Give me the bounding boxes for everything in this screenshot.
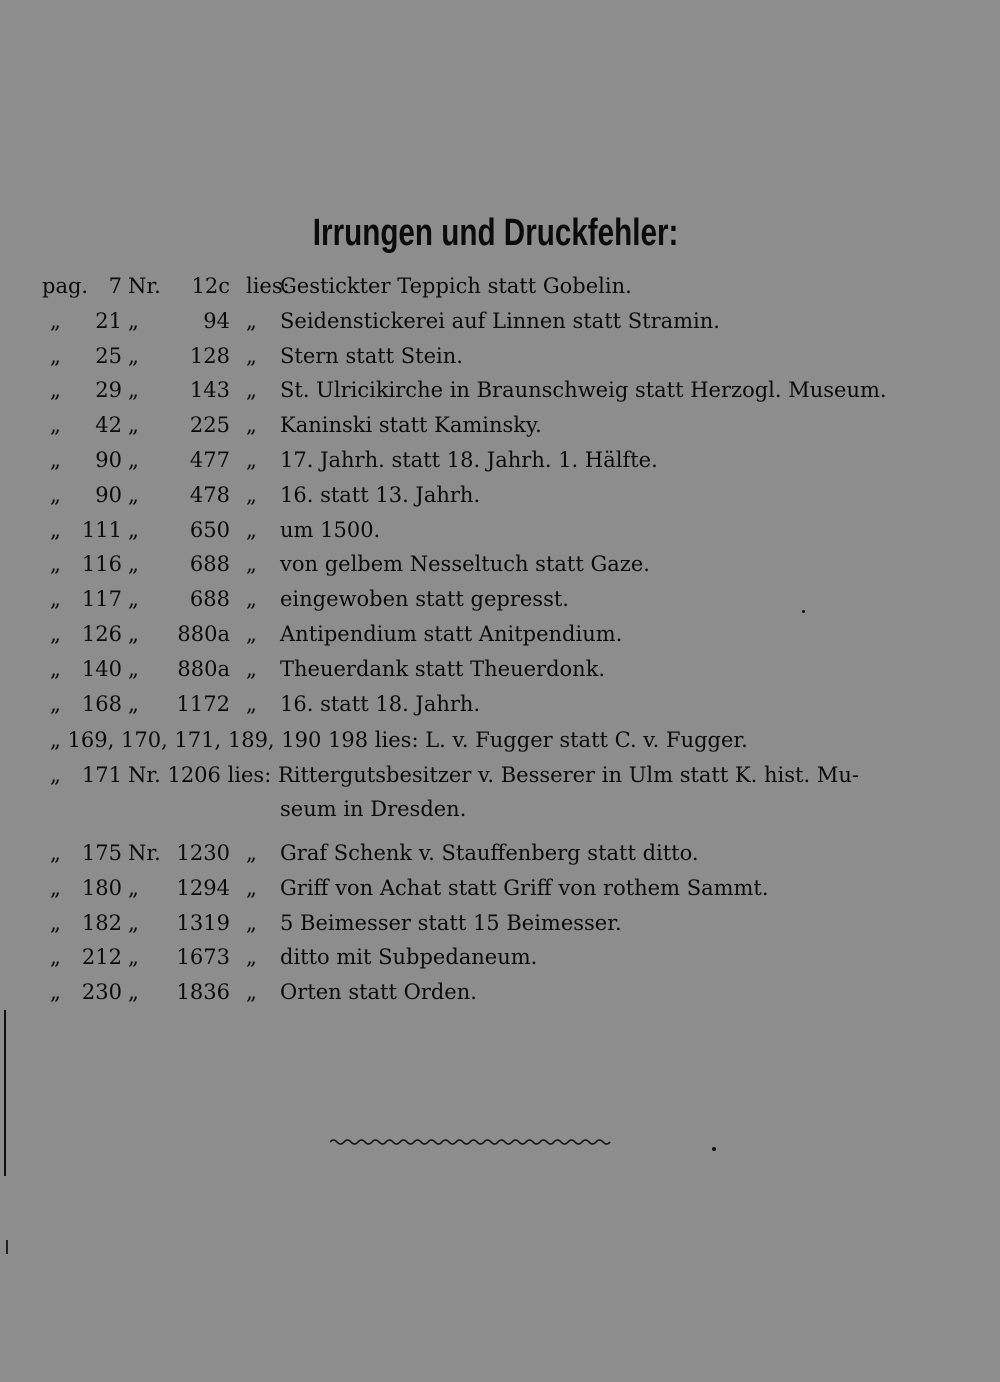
errata-row	[0, 692, 1000, 726]
ditto-mark: „	[246, 980, 257, 1005]
ditto-mark: „	[50, 517, 61, 542]
ditto-mark: „	[246, 910, 257, 935]
correction-text: 5 Beimesser statt 15 Beimesser.	[280, 910, 622, 935]
item-number: 688	[189, 552, 230, 577]
errata-row	[0, 876, 1000, 910]
item-number: 477	[189, 448, 230, 472]
errata-row	[0, 552, 1000, 586]
speck	[712, 1147, 716, 1151]
errata-row-169	[0, 728, 1000, 762]
wavy-divider	[330, 1138, 612, 1146]
ditto-mark: „	[50, 308, 61, 333]
item-number: 880a	[177, 622, 230, 646]
ditto-mark: „	[50, 945, 61, 970]
ditto-mark: „	[50, 875, 61, 900]
ditto-mark: „	[128, 482, 139, 507]
item-number: 478	[189, 482, 230, 507]
correction-text: 16. statt 18. Jahrh.	[280, 691, 481, 716]
item-number: 12c	[191, 274, 230, 298]
ditto-mark: „	[50, 552, 61, 577]
item-number: 1230	[176, 841, 230, 865]
ditto-mark: „	[128, 343, 139, 368]
item-number: 1319	[176, 910, 230, 935]
page-number: 175	[81, 841, 122, 865]
ditto-mark: „	[128, 945, 139, 970]
page-number: 117	[81, 587, 122, 612]
ditto-mark: „	[50, 378, 61, 403]
correction-text: 17. Jahrh. statt 18. Jahrh. 1. Hälfte.	[280, 448, 658, 472]
errata-row-171	[0, 763, 1000, 797]
page-number: 182	[81, 910, 122, 935]
errata-row-text: „ 169, 170, 171, 189, 190 198 lies: L. v. Fugger statt C. v. Fugger.	[50, 728, 748, 752]
ditto-mark: „	[128, 308, 139, 333]
page-number: 111	[81, 517, 122, 542]
ditto-mark: „	[246, 841, 257, 865]
ditto-mark: lies:	[246, 274, 290, 298]
item-number: 94	[203, 308, 230, 333]
scan-edge-mark	[6, 1240, 8, 1254]
correction-text: Kaninski statt Kaminsky.	[280, 413, 542, 438]
ditto-mark: „	[128, 517, 139, 542]
ditto-mark: pag.	[42, 274, 89, 298]
ditto-mark: „	[246, 587, 257, 612]
page-number: 140	[81, 656, 122, 681]
ditto-mark: „	[128, 622, 139, 646]
ditto-mark: „	[50, 413, 61, 438]
ditto-mark: „	[50, 656, 61, 681]
correction-text: Seidenstickerei auf Linnen statt Stramin.	[280, 308, 720, 333]
errata-row	[0, 309, 1000, 343]
speck	[802, 610, 805, 613]
correction-text: Gestickter Teppich statt Gobelin.	[280, 274, 632, 298]
page-number: 126	[81, 622, 122, 646]
errata-row	[0, 622, 1000, 656]
ditto-mark: „	[128, 910, 139, 935]
ditto-mark: „	[246, 656, 257, 681]
page-number: 212	[81, 945, 122, 970]
item-number: 880a	[177, 656, 230, 681]
page-title: Irrungen und Druckfehler:	[312, 212, 679, 254]
ditto-mark: „	[246, 413, 257, 438]
ditto-mark: „	[128, 587, 139, 612]
item-number: 688	[189, 587, 230, 612]
item-number: 225	[189, 413, 230, 438]
ditto-mark: „	[246, 517, 257, 542]
page-number: 230	[81, 980, 122, 1005]
ditto-mark: „	[128, 413, 139, 438]
errata-row	[0, 378, 1000, 412]
errata-row-continuation: seum in Dresden.	[280, 797, 467, 821]
ditto-mark: „	[246, 875, 257, 900]
ditto-mark: „	[246, 622, 257, 646]
correction-text: 16. statt 13. Jahrh.	[280, 482, 481, 507]
ditto-mark: „	[50, 482, 61, 507]
correction-text: Orten statt Orden.	[280, 980, 477, 1005]
errata-row-text: Nr. 1206 lies: Rittergutsbesitzer v. Besserer in Ulm statt K. hist. Mu-	[128, 763, 859, 787]
ditto-mark: „	[128, 691, 139, 716]
errata-row	[0, 448, 1000, 482]
item-number: 128	[189, 343, 230, 368]
ditto-mark: „	[128, 378, 139, 403]
item-number: 1673	[176, 945, 230, 970]
ditto-mark: „	[128, 875, 139, 900]
errata-row	[0, 483, 1000, 517]
item-number: 1836	[176, 980, 230, 1005]
ditto-mark: Nr.	[128, 274, 161, 298]
errata-row	[0, 274, 1000, 308]
errata-row	[0, 841, 1000, 875]
correction-text: Stern statt Stein.	[280, 343, 463, 368]
ditto-mark: „	[128, 552, 139, 577]
ditto-mark: „	[246, 343, 257, 368]
ditto-mark: „	[128, 656, 139, 681]
errata-row	[0, 945, 1000, 979]
errata-row	[0, 344, 1000, 378]
ditto-mark: „	[50, 622, 61, 646]
ditto-mark: „	[128, 980, 139, 1005]
correction-text: um 1500.	[280, 517, 381, 542]
correction-text: von gelbem Nesseltuch statt Gaze.	[280, 552, 650, 577]
ditto-mark: „	[50, 448, 61, 472]
item-number: 143	[189, 378, 230, 403]
errata-row	[0, 413, 1000, 447]
ditto-mark: „	[246, 691, 257, 716]
page-number: 90	[95, 482, 122, 507]
ditto-mark: „	[246, 378, 257, 403]
ditto-mark: „	[50, 691, 61, 716]
ditto-mark: „	[246, 482, 257, 507]
page-number: 168	[81, 691, 122, 716]
ditto-mark: „	[246, 308, 257, 333]
ditto-mark: „	[246, 552, 257, 577]
errata-row	[0, 518, 1000, 552]
correction-text: St. Ulricikirche in Braunschweig statt Herzogl. Museum.	[280, 378, 887, 403]
correction-text: eingewoben statt gepresst.	[280, 587, 569, 612]
ditto-mark: „	[128, 448, 139, 472]
page-number: 42	[95, 413, 122, 438]
scan-edge-line	[4, 1010, 6, 1176]
item-number: 650	[189, 517, 230, 542]
errata-row	[0, 657, 1000, 691]
ditto-mark: „	[50, 910, 61, 935]
ditto-mark: „	[50, 980, 61, 1005]
correction-text: Theuerdank statt Theuerdonk.	[280, 656, 606, 681]
errata-row	[0, 587, 1000, 621]
errata-row	[0, 911, 1000, 945]
correction-text: Graf Schenk v. Stauffenberg statt ditto.	[280, 841, 699, 865]
correction-text: Griff von Achat statt Griff von rothem Sammt.	[280, 875, 769, 900]
page-number: 7	[108, 274, 122, 298]
ditto-mark: „	[246, 448, 257, 472]
ditto-mark: „	[50, 763, 61, 787]
page-number: 171	[81, 763, 122, 787]
page-number: 180	[81, 875, 122, 900]
item-number: 1294	[176, 875, 230, 900]
ditto-mark: „	[50, 587, 61, 612]
ditto-mark: „	[246, 945, 257, 970]
ditto-mark: Nr.	[128, 841, 161, 865]
page-number: 116	[81, 552, 122, 577]
item-number: 1172	[176, 691, 230, 716]
correction-text: ditto mit Subpedaneum.	[280, 945, 538, 970]
page-number: 29	[95, 378, 122, 403]
ditto-mark: „	[50, 841, 61, 865]
page-number: 21	[95, 308, 122, 333]
errata-row	[0, 980, 1000, 1014]
page-number: 25	[95, 343, 122, 368]
page-number: 90	[95, 448, 122, 472]
correction-text: Antipendium statt Anitpendium.	[280, 622, 623, 646]
ditto-mark: „	[50, 343, 61, 368]
